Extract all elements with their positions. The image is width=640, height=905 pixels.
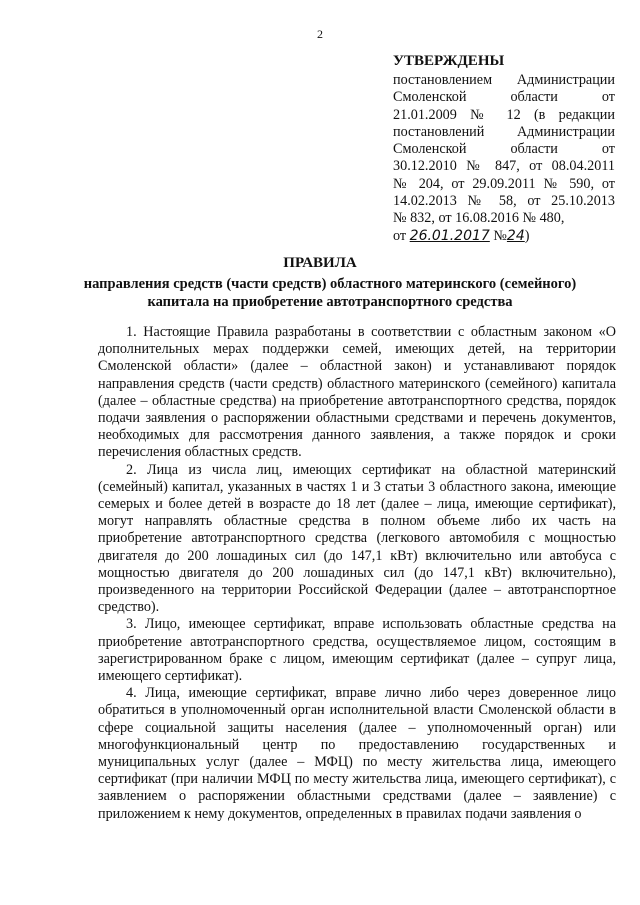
approval-line: Смоленской области от <box>393 89 615 106</box>
handwritten-number: 24 <box>506 227 525 244</box>
document-subtitle: направления средств (части средств) областного материнского (семейного) капитала на приобретение автотранспортного средства <box>83 276 577 310</box>
paragraph-3: 3. Лицо, имеющее сертификат, вправе использовать областные средства на приобретение автотранспортного средства, осуществляемое лицом, состоящим в зарегистрированном браке с лицом, имеющим сертификат (далее – супруг лица, имеющего сертификат). <box>98 616 616 685</box>
paragraph-2: 2. Лица из числа лиц, имеющих сертификат на областной материнский (семейный) капитал, указанных в частях 1 и 3 статьи 3 областного закона, имеющие семерых и более детей в возрасте до 18 лет (далее – лица, имеющие сертификат), могут направлять областные средства в полном объеме либо их часть на приобретение автотранспортного средства (легкового автомобиля с мощностью двигателя до 200 лошадиных сил (до 147,1 кВт) включительно или автобуса с мощностью двигателя до 200 лошадиных сил (до 147,1 кВт) включительно), произведенного на территории Российской Федерации (далее – автотранспортное средство). <box>98 461 616 616</box>
document-body <box>98 324 616 823</box>
approval-stamp-block <box>393 52 615 245</box>
paragraph-4: 4. Лица, имеющие сертификат, вправе лично либо через доверенное лицо обратиться в уполномоченный орган исполнительной власти Смоленской области в сфере социальной защиты населения (далее – уполномоченный орган) или многофункциональный центр по предоставлению государственных и муниципальных услуг (далее – МФЦ) по месту жительства лица, имеющего сертификат (при наличии МФЦ по месту жительства лица, имеющего сертификат), с заявлением о распоряжении областными средствами (далее – заявление) с приложением к нему документов, определенных в правилах подачи заявления о <box>98 685 616 822</box>
handwritten-date: 26.01.2017 <box>409 227 490 244</box>
approval-line: постановлением Администрации <box>393 72 615 88</box>
approval-line: Смоленской области от <box>393 141 615 158</box>
approval-heading: УТВЕРЖДЕНЫ <box>393 53 505 69</box>
approval-line: 21.01.2009 № 12 (в редакции <box>393 106 615 123</box>
approval-line: № 832, от 16.08.2016 № 480, <box>393 210 565 227</box>
approval-number-sign: № <box>493 227 507 244</box>
page-number: 2 <box>317 27 323 41</box>
approval-line: № 204, от 29.09.2011 № 590, от <box>393 175 615 192</box>
document-title: ПРАВИЛА <box>283 255 357 271</box>
approval-date-prefix: от <box>393 227 407 244</box>
paragraph-1: 1. Настоящие Правила разработаны в соответствии с областным законом «О дополнительных мерах поддержки семей, имеющих детей, на территории Смоленской области» (далее – областной закон) и устанавливают порядок направления средств (части средств) областного материнского (семейного) капитала (далее – областные средства) на приобретение автотранспортного средства, порядок подачи заявления о распоряжении областными средствами и перечень документов, необходимых для рассмотрения данного заявления, а также порядок и сроки перечисления областных средств. <box>98 324 616 461</box>
approval-date-line: от 26.01.2017 №24) <box>393 227 530 244</box>
approval-line: 30.12.2010 № 847, от 08.04.2011 <box>393 158 615 175</box>
approval-line: постановлений Администрации <box>393 123 615 140</box>
approval-line: 14.02.2013 № 58, от 25.10.2013 <box>393 193 615 210</box>
